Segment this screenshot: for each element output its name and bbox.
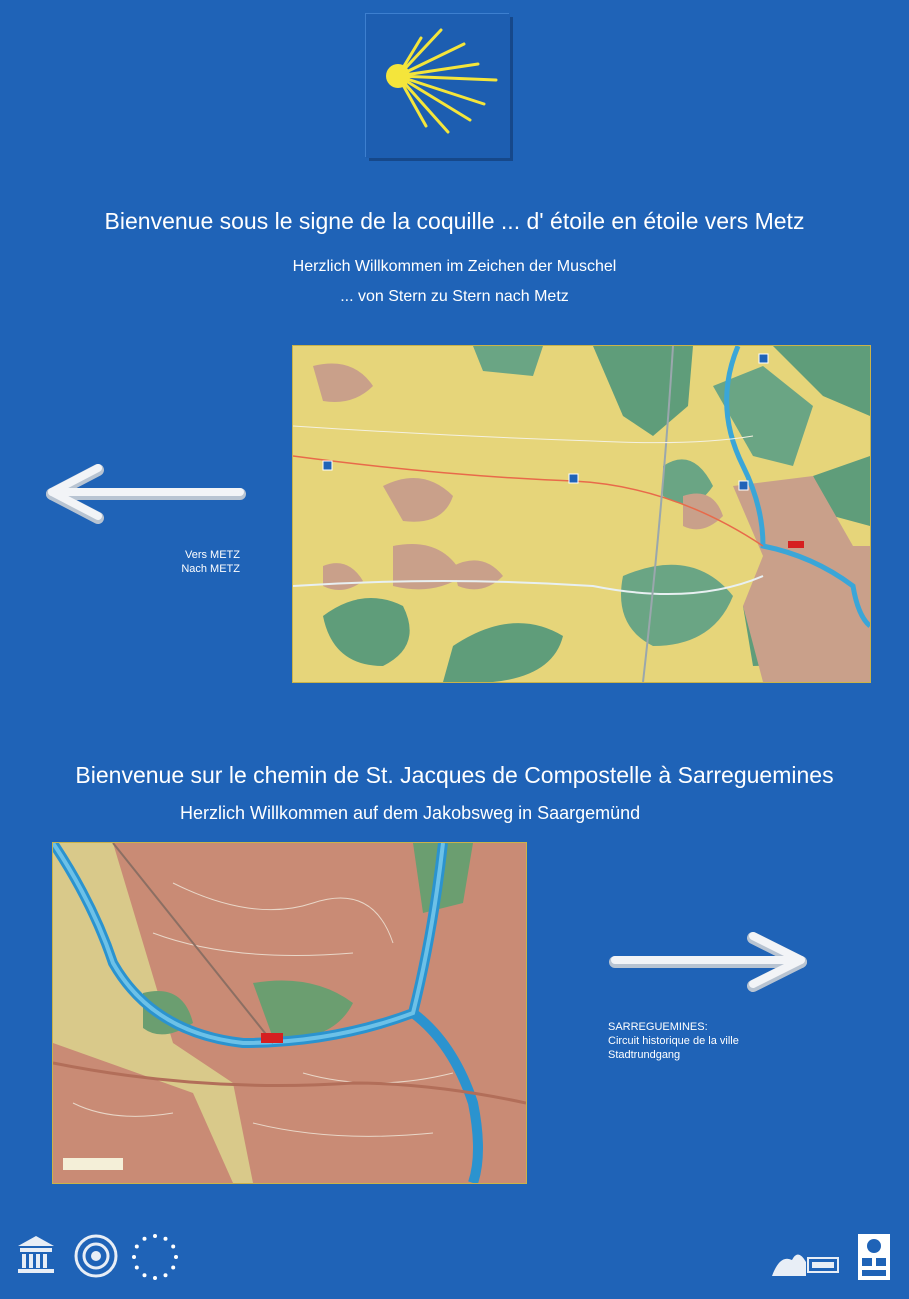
sarreguemines-direction-title: SARREGUEMINES: xyxy=(608,1021,708,1033)
metz-direction-de: Nach METZ xyxy=(181,563,240,575)
sarreguemines-direction-line1: Circuit historique de la ville xyxy=(608,1035,739,1047)
sarreguemines-arrow xyxy=(603,928,815,992)
unesco-logo-icon xyxy=(14,1232,58,1276)
metz-arrow xyxy=(40,462,250,526)
sarreguemines-title-fr: Bienvenue sur le chemin de St. Jacques de Compostelle à Sarreguemines xyxy=(75,762,834,788)
metz-direction xyxy=(140,548,240,576)
sarreguemines-direction-line2: Stadtrundgang xyxy=(608,1049,681,1061)
sarreguemines-title-de: Herzlich Willkommen auf dem Jakobsweg in Saargemünd xyxy=(180,803,641,823)
council-of-europe-logo xyxy=(72,1232,120,1280)
metz-title-de-line2: ... von Stern zu Stern nach Metz xyxy=(340,288,569,305)
coat-of-arms xyxy=(854,1232,894,1282)
scallop-shell-icon xyxy=(366,14,510,158)
city-logo-icon xyxy=(770,1242,840,1282)
unesco-logo xyxy=(14,1232,58,1276)
sarreguemines-direction xyxy=(608,1020,848,1062)
scallop-shell-logo xyxy=(366,14,510,158)
metz-title-fr: Bienvenue sous le signe de la coquille ... d' étoile en étoile vers Metz xyxy=(104,208,805,234)
regional-map-image xyxy=(293,346,870,682)
city-map xyxy=(52,842,527,1184)
coat-of-arms-icon xyxy=(854,1232,894,1282)
arrow-left-icon xyxy=(40,462,250,526)
metz-direction-fr: Vers METZ xyxy=(184,549,240,561)
arrow-right-icon xyxy=(603,928,815,992)
regional-map xyxy=(292,345,871,683)
eu-stars-logo-icon xyxy=(128,1230,182,1284)
metz-title-de-line1: Herzlich Willkommen im Zeichen der Muschel xyxy=(292,258,617,275)
council-of-europe-logo-icon xyxy=(72,1232,120,1280)
city-map-image xyxy=(53,843,526,1183)
city-logo xyxy=(770,1242,840,1282)
eu-stars-logo xyxy=(128,1230,182,1284)
